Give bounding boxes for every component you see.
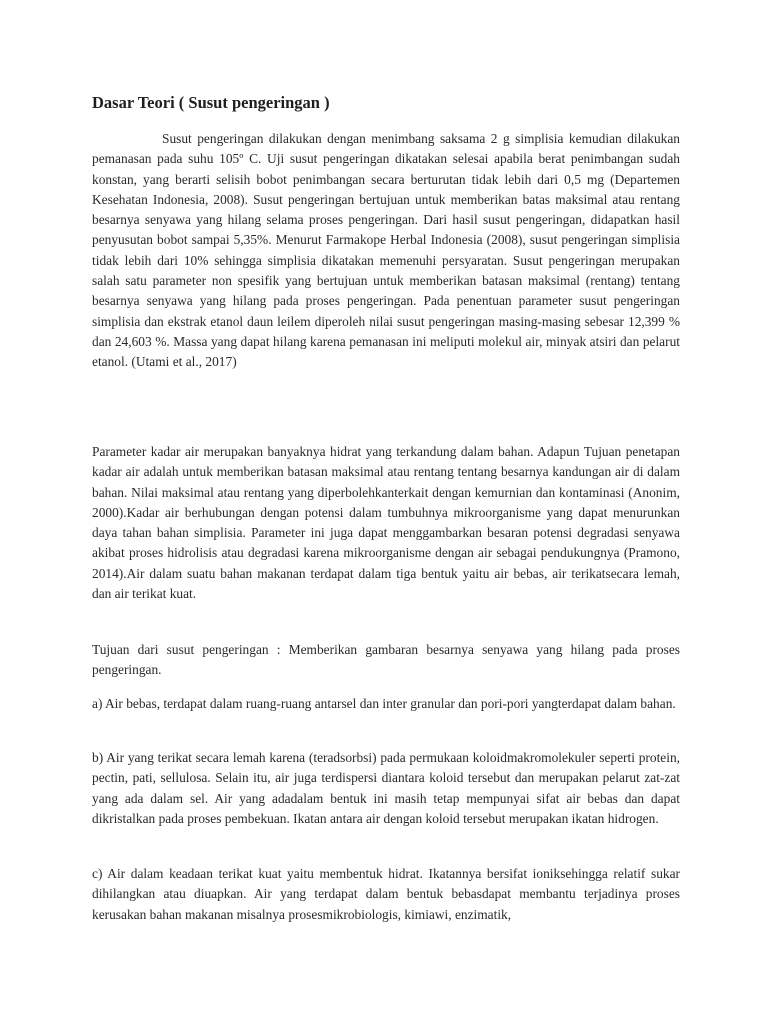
list-item-air-terikat-lemah: b) Air yang terikat secara lemah karena (teradsorbsi) pada permukaan koloidmakromolekuler seperti protein, pectin, pati, sellulosa. Selain itu, air juga terdispersi diantara koloid tersebut dan merupakan pelarut zat-zat yang ada dalam sel. Air yang adadalam bentuk ini masih tetap mempunyai sifat air bebas dan dapat dikristalkan pada proses pembekuan. Ikatan antara air dengan koloid tersebut merupakan ikatan hidrogen. — [92, 750, 680, 826]
paragraph-tujuan: Tujuan dari susut pengeringan : Memberikan gambaran besarnya senyawa yang hilang pada proses pengeringan. — [92, 642, 680, 678]
paragraph-kadar-air: Parameter kadar air merupakan banyaknya hidrat yang terkandung dalam bahan. Adapun Tujuan penetapan kadar air adalah untuk memberikan batasan maksimal atau rentang tentang besarnya kandungan air di dalam bahan. Nilai maksimal atau rentang yang diperbolehkanterkait dengan kemurnian dan kontaminasi (Anonim, 2000).Kadar air berhubungan dengan potensi dalam tumbuhnya mikroorganisme yang dapat menurunkan daya tahan bahan simplisia. Parameter ini juga dapat menggambarkan besaran potensi degradasi senyawa akibat proses hidrolisis atau degradasi karena mikroorganisme dengan air sebagai pendukungnya (Pramono, 2014).Air dalam suatu bahan makanan terdapat dalam tiga bentuk yaitu air bebas, air terikatsecara lemah, dan air terikat kuat. — [92, 444, 680, 602]
list-item-air-bebas: a) Air bebas, terdapat dalam ruang-ruang antarsel dan inter granular dan pori-pori yangterdapat dalam bahan. — [92, 696, 676, 711]
paragraph-susut-pengeringan: Susut pengeringan dilakukan dengan menimbang saksama 2 g simplisia kemudian dilakukan pemanasan pada suhu 105º C. Uji susut pengeringan dikatakan selesai apabila berat penimbangan sudah konstan, yang berarti selisih bobot penimbangan secara berturutan tidak lebih dari 0,5 mg (Departemen Kesehatan Indonesia, 2008). Susut pengeringan bertujuan untuk memberikan batas maksimal atau rentang besarnya senyawa yang hilang selama proses pengeringan. Dari hasil susut pengeringan, didapatkan hasil penyusutan bobot sampai 5,35%. Menurut Farmakope Herbal Indonesia (2008), susut pengeringan simplisia tidak lebih dari 10% sehingga simplisia dikatakan memenuhi persyaratan. Susut pengeringan merupakan salah satu parameter non spesifik yang bertujuan untuk memberikan batasan maksimal (rentang) tentang besarnya senyawa yang hilang pada proses pengeringan. Pada penentuan parameter susut pengeringan simplisia dan ekstrak etanol daun leilem diperoleh nilai susut pengeringan masing-masing sebesar 12,399 % dan 24,603 %. Massa yang dapat hilang karena pemanasan ini meliputi molekul air, minyak atsiri dan pelarut etanol. (Utami et al., 2017) — [92, 131, 680, 370]
section-title: Dasar Teori ( Susut pengeringan ) — [92, 93, 330, 112]
list-item-air-terikat-kuat: c) Air dalam keadaan terikat kuat yaitu membentuk hidrat. Ikatannya bersifat ioniksehingga relatif sukar dihilangkan atau diuapkan. Air yang terdapat dalam bentuk bebasdapat membantu terjadinya proses kerusakan bahan makanan misalnya prosesmikrobiologis, kimiawi, enzimatik, — [92, 866, 680, 922]
